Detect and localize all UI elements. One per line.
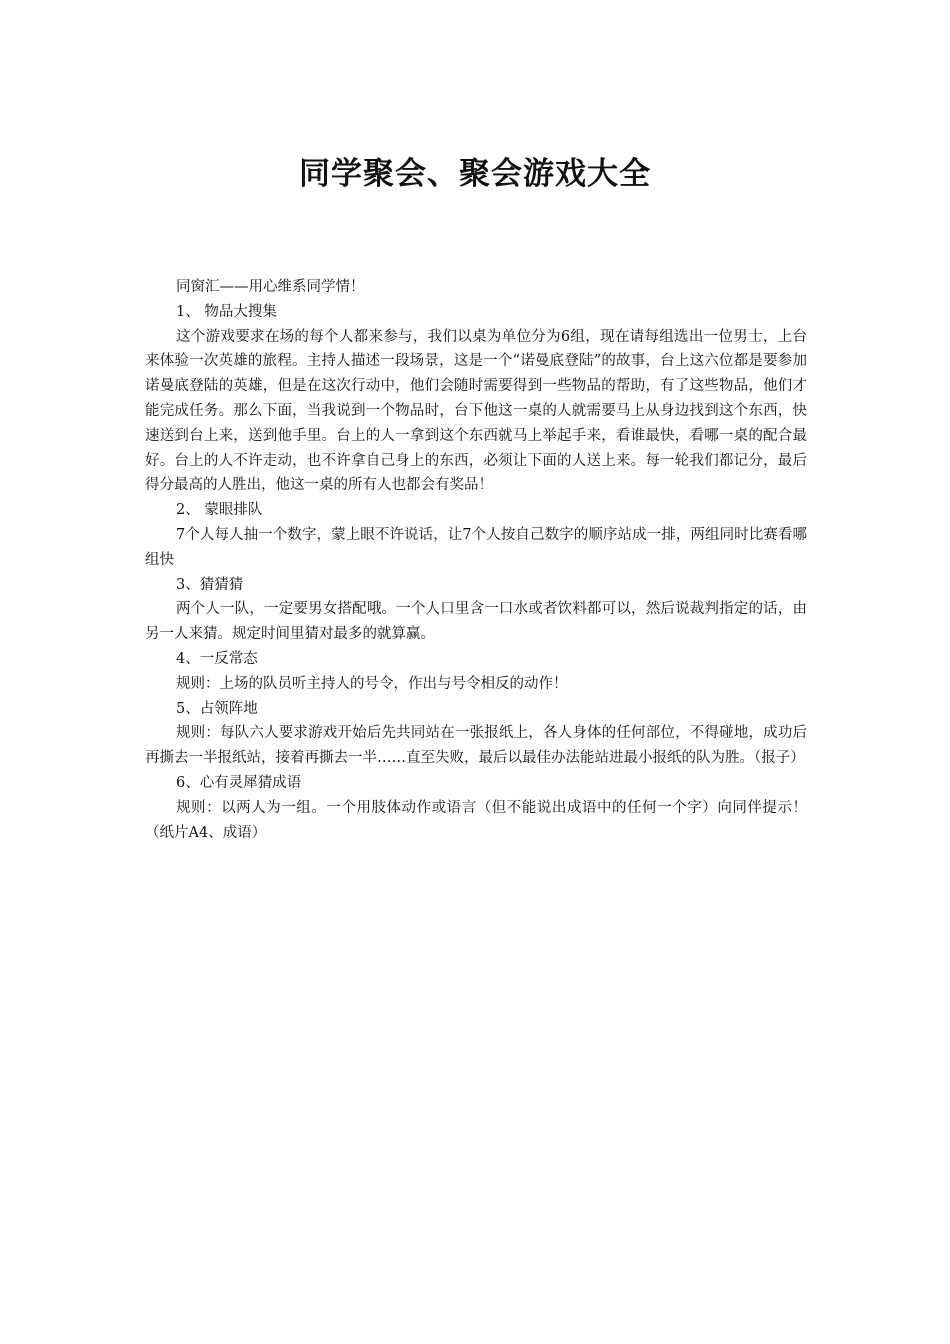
- intro-line: 同窗汇——用心维系同学情！: [176, 279, 365, 295]
- document-body: [145, 275, 807, 845]
- section-body-3: 两个人一队，一定要男女搭配哦。一个人口里含一口水或者饮料都可以，然后说裁判指定的话，由另一人来猜。规定时间里猜对最多的就算赢。: [145, 601, 807, 643]
- section-heading-2: 2、 蒙眼排队: [176, 502, 263, 519]
- page-title: 同学聚会、聚会游戏大全: [299, 156, 651, 192]
- section-heading-3: 3、猜猜猜: [176, 576, 244, 593]
- section-body-4: 规则：上场的队员听主持人的号令，作出与号令相反的动作！: [176, 675, 568, 692]
- section-body-2: 7个人每人抽一个数字，蒙上眼不许说话，让7个人按自己数字的顺序站成一排，两组同时比赛看哪组快: [145, 526, 807, 568]
- section-body-6: 规则：以两人为一组。一个用肢体动作或语言（但不能说出成语中的任何一个字）向同伴提示！（纸片A4、成语）: [145, 799, 807, 841]
- section-heading-4: 4、一反常态: [176, 650, 258, 667]
- section-body-1: 这个游戏要求在场的每个人都来参与，我们以桌为单位分为6组，现在请每组选出一位男士，上台来体验一次英雄的旅程。主持人描述一段场景，这是一个“诺曼底登陆”的故事，台上这六位都是要参加诺曼底登陆的英雄，但是在这次行动中，他们会随时需要得到一些物品的帮助，有了这些物品，他们才能完成任务。那么下面，当我说到一个物品时，台下他这一桌的人就需要马上从身边找到这个东西，快速送到台上来，送到他手里。台上的人一拿到这个东西就马上举起手来，看谁最快，看哪一桌的配合最好。台上的人不许走动，也不许拿自己身上的东西，必须让下面的人送上来。每一轮我们都记分，最后得分最高的人胜出，他这一桌的所有人也都会有奖品！: [145, 328, 807, 494]
- section-heading-6: 6、心有灵犀猜成语: [176, 774, 302, 791]
- section-body-5: 规则：每队六人要求游戏开始后先共同站在一张报纸上，各人身体的任何部位，不得碰地，成功后再撕去一半报纸站，接着再撕去一半……直至失败，最后以最佳办法能站进最小报纸的队为胜。（报子）: [145, 725, 807, 767]
- section-heading-5: 5、占领阵地: [176, 700, 258, 717]
- section-heading-1: 1、 物品大搜集: [176, 303, 277, 320]
